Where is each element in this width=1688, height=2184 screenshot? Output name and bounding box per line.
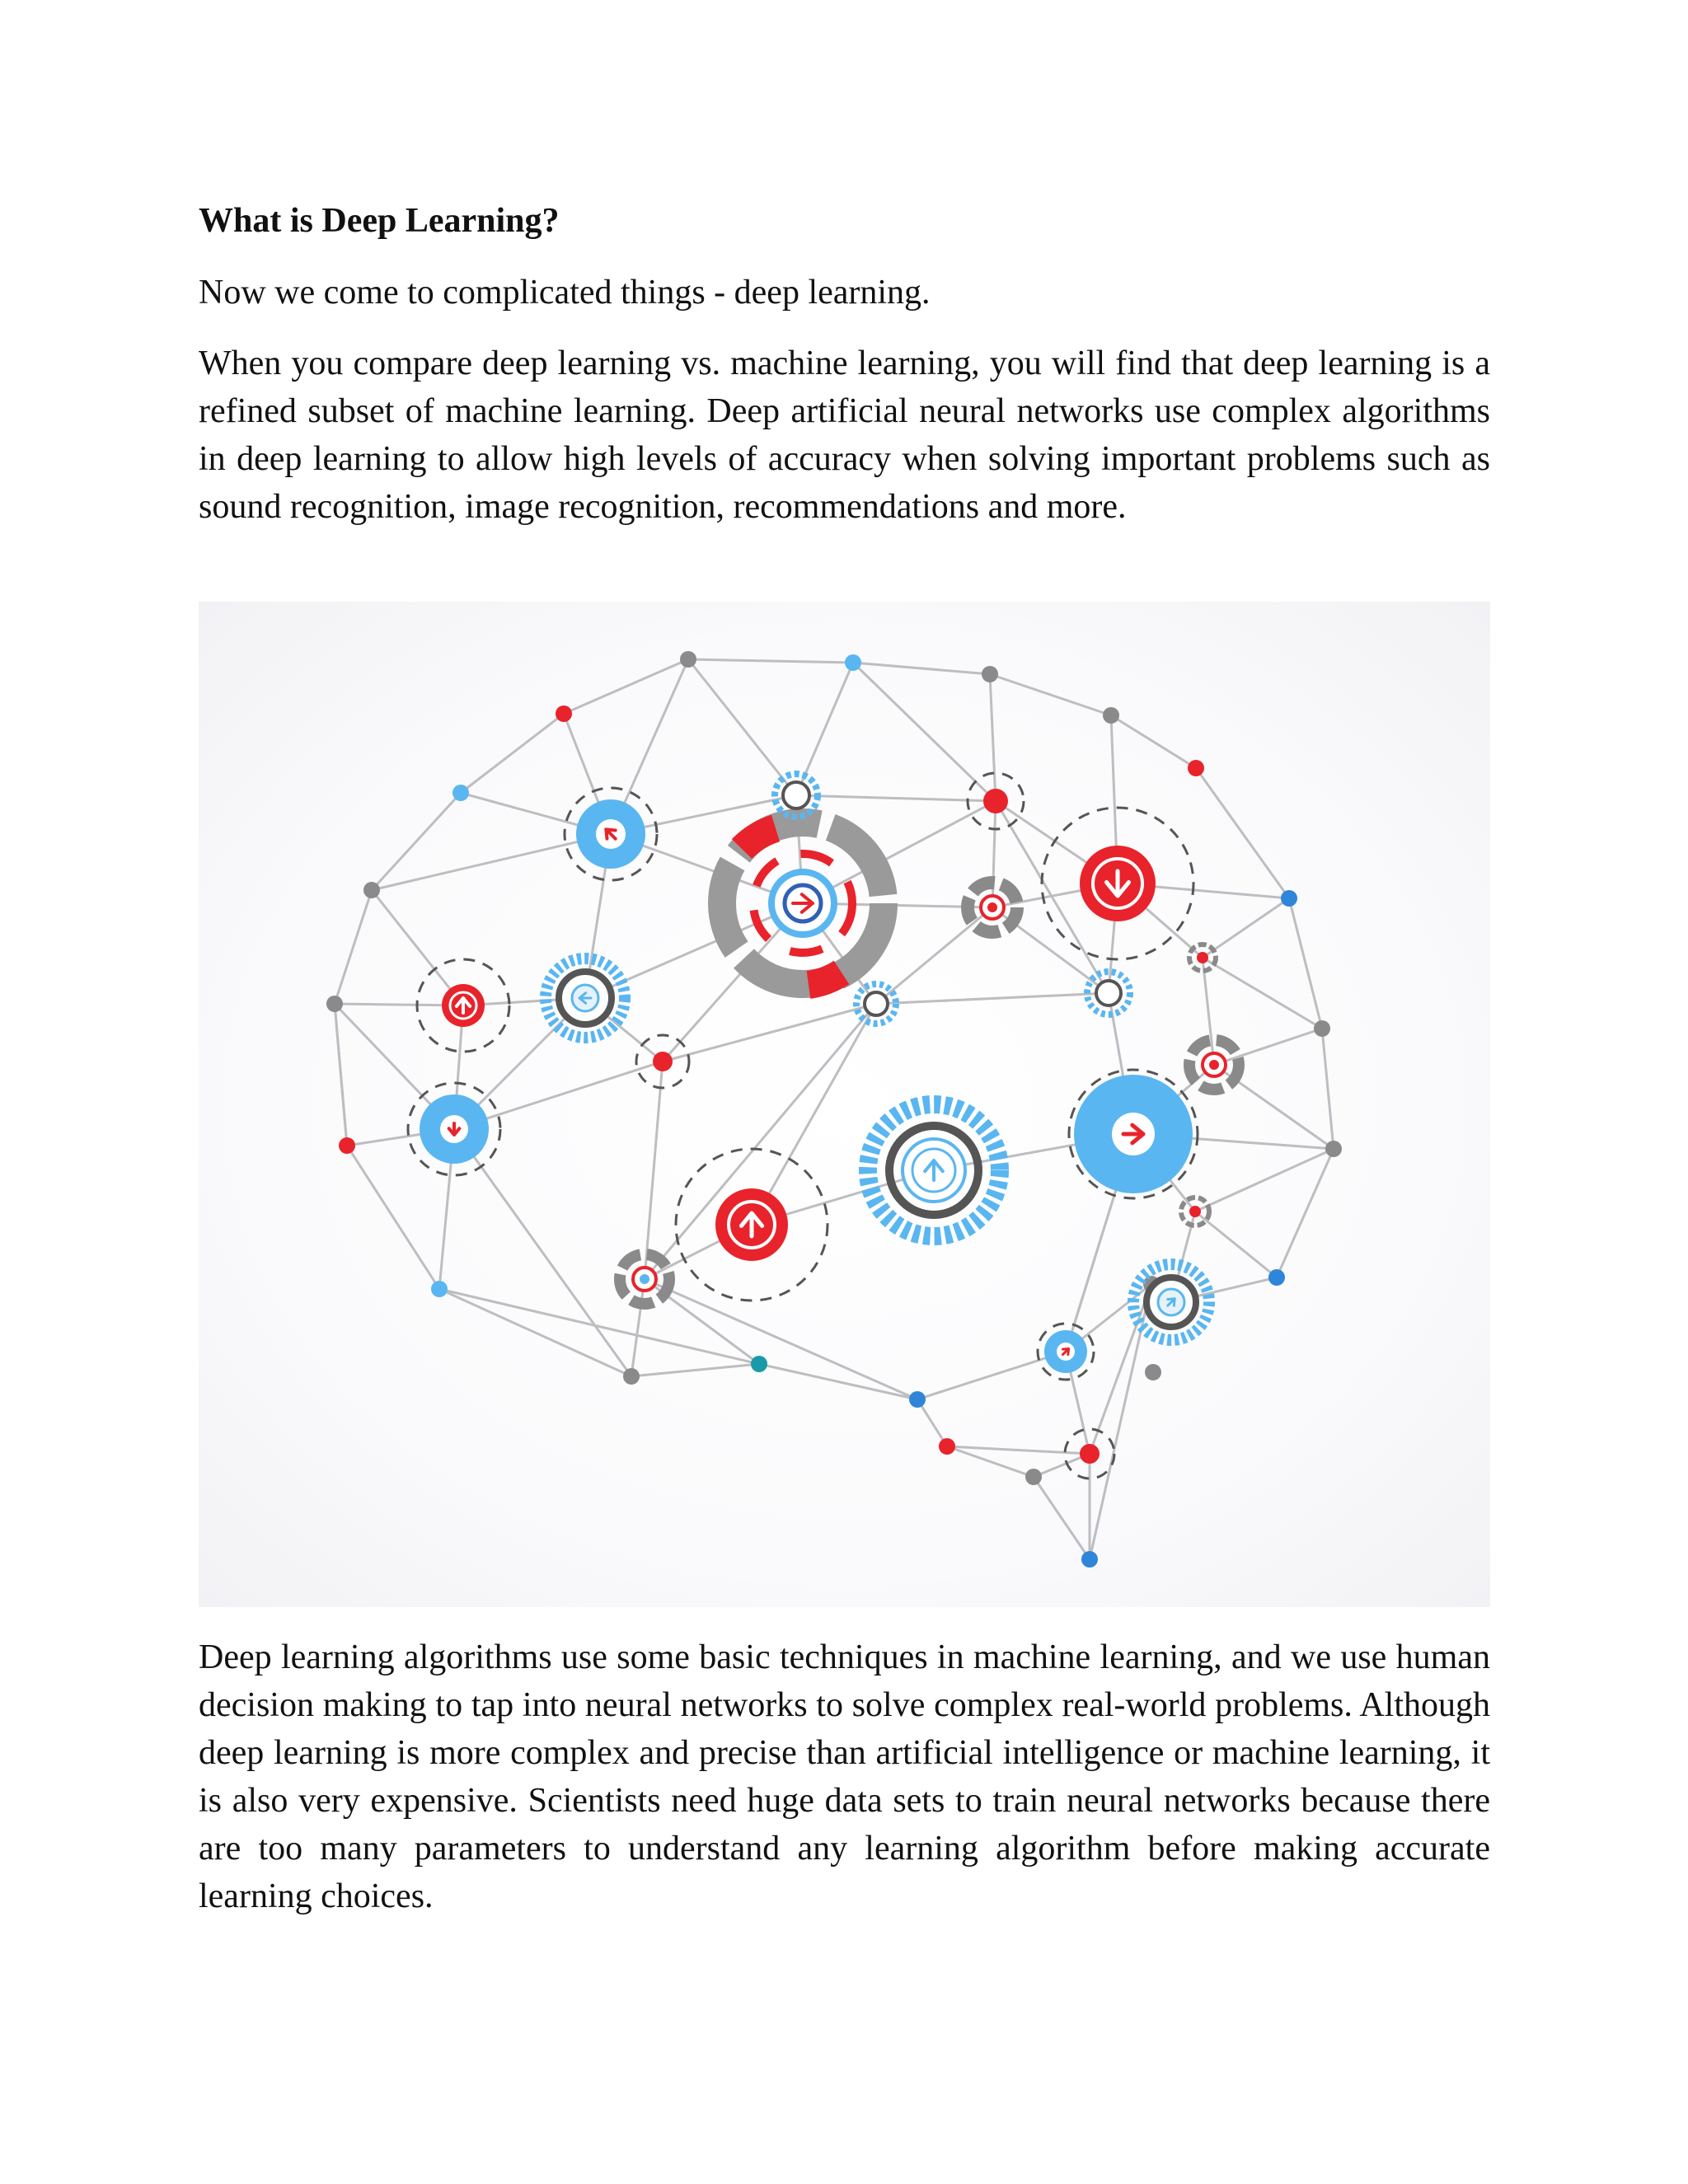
network-edge	[990, 674, 996, 801]
network-dot	[982, 666, 998, 682]
network-edge	[372, 834, 611, 890]
network-edge	[645, 1279, 917, 1399]
network-dot	[751, 1356, 767, 1372]
network-edge	[335, 890, 372, 1004]
network-dot	[1025, 1469, 1042, 1485]
network-edge	[752, 1004, 876, 1225]
network-dot	[680, 651, 696, 668]
network-edge	[853, 663, 996, 801]
network-dot	[1325, 1141, 1342, 1157]
node-inner	[640, 1274, 649, 1284]
network-edge	[1203, 898, 1289, 958]
network-edge	[439, 1289, 759, 1364]
gray-red-ring-node	[620, 1254, 669, 1304]
blue-ring-node	[1133, 1264, 1209, 1340]
node-inner	[1209, 1060, 1219, 1070]
network-dot	[363, 882, 380, 898]
network-edge	[1203, 958, 1322, 1029]
network-edge	[372, 793, 461, 890]
network-edge	[1289, 898, 1322, 1029]
network-edge	[853, 663, 990, 674]
network-nodes	[326, 651, 1342, 1568]
network-edge	[564, 659, 688, 714]
red-up-large-node	[676, 1149, 828, 1301]
network-dot	[1145, 1364, 1161, 1380]
network-edge	[1196, 768, 1289, 898]
section-heading: What is Deep Learning?	[199, 202, 560, 240]
tiny-ring-node	[1181, 1197, 1209, 1226]
node-core	[783, 782, 809, 808]
node-inner	[987, 902, 997, 912]
network-edge	[1322, 1029, 1334, 1149]
network-edge	[645, 1062, 663, 1279]
network-edge	[347, 1146, 439, 1289]
blue-upload-node	[868, 1104, 1000, 1236]
network-edge	[917, 1399, 947, 1446]
node-core	[1080, 1444, 1100, 1464]
node-core	[653, 1052, 673, 1071]
node-core	[1189, 1206, 1201, 1217]
network-dot	[623, 1368, 640, 1385]
network-dot	[1268, 1269, 1285, 1286]
blue-node	[565, 788, 657, 880]
network-edge	[1111, 715, 1196, 768]
blue-upright-node	[1038, 1324, 1094, 1380]
explanation-paragraph: Deep learning algorithms use some basic techniques in machine learning, and we use human decision making to tap into neural networks to solve complex real-world problems. Although deep learning is more complex and precise than artificial intelligence or machine learning, it is also very expensive. Scientists need huge data sets to train neural networks because there are too many parameters to understand any learning algorithm before making accurate learning choices.	[199, 1638, 1490, 1915]
blue-right-node	[1069, 1070, 1198, 1198]
node-core	[1096, 981, 1121, 1005]
network-edge	[372, 890, 463, 1005]
network-edge	[688, 659, 853, 663]
network-edge	[759, 1364, 917, 1399]
network-edge	[992, 801, 996, 907]
network-edge	[796, 795, 996, 801]
small-red-node	[636, 1035, 689, 1088]
red-download-node	[1042, 808, 1193, 959]
red-segment	[809, 972, 842, 985]
node-core	[1197, 952, 1208, 963]
gray-red-ring-node	[1189, 1040, 1239, 1090]
network-edge	[631, 1279, 645, 1376]
network-edge	[663, 1004, 876, 1062]
network-dot	[1188, 760, 1204, 776]
comparison-paragraph: When you compare deep learning vs. machine learning, you will find that deep learning is a refined subset of machine learning. Deep artificial neural networks use complex algorithms in deep learning to allow high levels of accuracy when solving important problems such as sound recognition, image recognition, recommendations and more.	[199, 344, 1490, 526]
network-edge	[1034, 1477, 1090, 1559]
network-dot	[1281, 890, 1297, 907]
network-edge	[917, 1352, 1066, 1399]
network-edge	[631, 1364, 759, 1376]
network-dot	[431, 1281, 448, 1297]
network-edge	[335, 1004, 347, 1146]
network-dot	[1314, 1020, 1330, 1037]
network-dot	[845, 654, 861, 671]
network-dot	[909, 1391, 926, 1408]
network-edge	[1277, 1149, 1334, 1277]
brain-network-svg	[199, 602, 1490, 1607]
network-dot	[339, 1137, 355, 1154]
network-dot	[326, 996, 343, 1012]
network-edge	[1195, 1212, 1277, 1277]
network-edge	[439, 1289, 631, 1376]
network-edge	[1195, 1149, 1334, 1212]
network-edge	[876, 993, 1109, 1004]
red-segment	[742, 828, 776, 849]
brain-network-illustration	[199, 602, 1490, 1607]
node-core	[983, 789, 1008, 813]
network-edge	[990, 674, 1111, 715]
intro-paragraph: Now we come to complicated things - deep learning.	[199, 274, 931, 312]
network-edge	[688, 659, 796, 795]
blue-gray-ring-node	[546, 958, 625, 1038]
network-dot	[556, 705, 572, 722]
network-edge	[1203, 958, 1214, 1065]
network-edge	[461, 714, 564, 793]
network-dot	[1103, 707, 1119, 724]
node-core	[865, 992, 888, 1015]
network-dot	[939, 1438, 955, 1455]
network-dot	[1081, 1551, 1098, 1568]
network-dot	[452, 785, 469, 801]
